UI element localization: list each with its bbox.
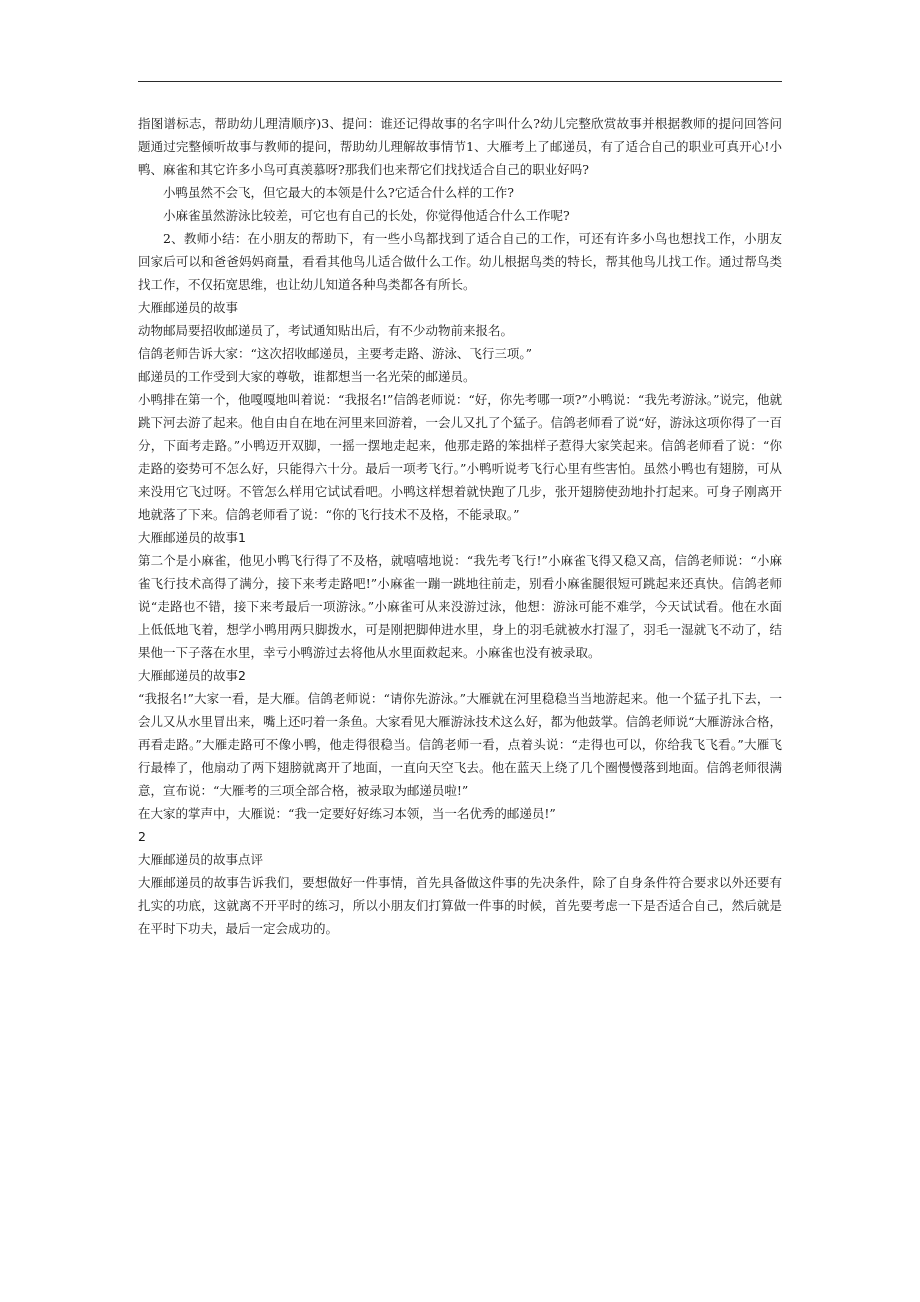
paragraph-intro: 指图谱标志，帮助幼儿理清顺序)3、提问：谁还记得故事的名字叫什么?幼儿完整欣赏故事并根据教师的提问回答问题通过完整倾听故事与教师的提问，帮助幼儿理解故事情节1、大雁考上了邮递员，有了适合自己的职业可真开心!小鸭、麻雀和其它许多小鸟可真羡慕呀?那我们也来帮它们找找适合自己的职业好吗? [138,116,782,177]
story-paragraph: 邮递员的工作受到大家的尊敬，谁都想当一名光荣的邮递员。 [138,369,476,384]
header-rule [138,81,782,82]
story-paragraph: 信鸽老师告诉大家：“这次招收邮递员，主要考走路、游泳、飞行三项。” [138,346,533,361]
document-body [138,112,782,940]
story-paragraph-duck: 小鸭排在第一个，他嘎嘎地叫着说：“我报名!”信鸽老师说：“好，你先考哪一项?”小鸭说：“我先考游泳。”说完，他就跳下河去游了起来。他自由自在地在河里来回游着，一会儿又扎了个猛子。信鸽老师看了说“好，游泳这项你得了一百分，下面考走路。”小鸭迈开双脚，一摇一摆地走起来，他那走路的笨拙样子惹得大家笑起来。信鸽老师看了说：“你走路的姿势可不怎么好，只能得六十分。最后一项考飞行。”小鸭听说考飞行心里有些害怕。虽然小鸭也有翅膀，可从来没用它飞过呀。不管怎么样用它试试看吧。小鸭这样想着就快跑了几步，张开翅膀使劲地扑打起来。可身子刚离开地就落了下来。信鸽老师看了说：“你的飞行技术不及格，不能录取。” [138,392,782,522]
teacher-summary: 2、教师小结：在小朋友的帮助下，有一些小鸟都找到了适合自己的工作，可还有许多小鸟也想找工作，小朋友回家后可以和爸爸妈妈商量，看看其他鸟儿适合做什么工作。幼儿根据鸟类的特长，帮其他鸟儿找工作。通过帮鸟类找工作，不仅拓宽思维，也让幼儿知道各种鸟类都各有所长。 [138,231,782,292]
story-paragraph-ending: 在大家的掌声中，大雁说：“我一定要好好练习本领，当一名优秀的邮递员!” [138,806,556,821]
review-paragraph: 大雁邮递员的故事告诉我们，要想做好一件事情，首先具备做这件事的先决条件，除了自身条件符合要求以外还要有扎实的功底，这就离不开平时的练习，所以小朋友们打算做一件事的时候，首先要考虑一下是否适合自己，然后就是在平时下功夫，最后一定会成功的。 [138,875,782,936]
review-title: 大雁邮递员的故事点评 [138,852,264,867]
story-title-1: 大雁邮递员的故事1 [138,530,246,545]
story-title-2: 大雁邮递员的故事2 [138,668,246,683]
question-duck: 小鸭虽然不会飞，但它最大的本领是什么?它适合什么样的工作? [163,185,514,200]
question-sparrow: 小麻雀虽然游泳比较差，可它也有自己的长处，你觉得他适合什么工作呢? [163,208,570,223]
story-paragraph-goose: “我报名!”大家一看，是大雁。信鸽老师说：“请你先游泳。”大雁就在河里稳稳当当地游起来。他一个猛子扎下去，一会儿又从水里冒出来，嘴上还叼着一条鱼。大家看见大雁游泳技术这么好，都为他鼓掌。信鸽老师说“大雁游泳合格，再看走路。”大雁走路可不像小鸭，他走得很稳当。信鸽老师一看，点着头说：“走得也可以，你给我飞飞看。”大雁飞行最棒了，他扇动了两下翅膀就离开了地面，一直向天空飞去。他在蓝天上绕了几个圈慢慢落到地面。信鸽老师很满意，宣布说：“大雁考的三项全部合格，被录取为邮递员啦!” [138,691,782,798]
story-paragraph-sparrow: 第二个是小麻雀，他见小鸭飞行得了不及格，就嘻嘻地说：“我先考飞行!”小麻雀飞得又稳又高，信鸽老师说：“小麻雀飞行技术高得了满分，接下来考走路吧!”小麻雀一蹦一跳地往前走，别看小麻雀腿很短可跳起来还真快。信鸽老师说“走路也不错，接下来考最后一项游泳。”小麻雀可从来没游过泳，他想：游泳可能不难学，今天试试看。他在水面上低低地飞着，想学小鸭用两只脚拨水，可是刚把脚伸进水里，身上的羽毛就被水打湿了，羽毛一湿就飞不动了，结果他一下子落在水里，幸亏小鸭游过去将他从水里面救起来。小麻雀也没有被录取。 [138,553,782,660]
page-number: 2 [138,829,146,844]
story-paragraph: 动物邮局要招收邮递员了，考试通知贴出后，有不少动物前来报名。 [138,323,514,338]
story-title: 大雁邮递员的故事 [138,300,239,315]
